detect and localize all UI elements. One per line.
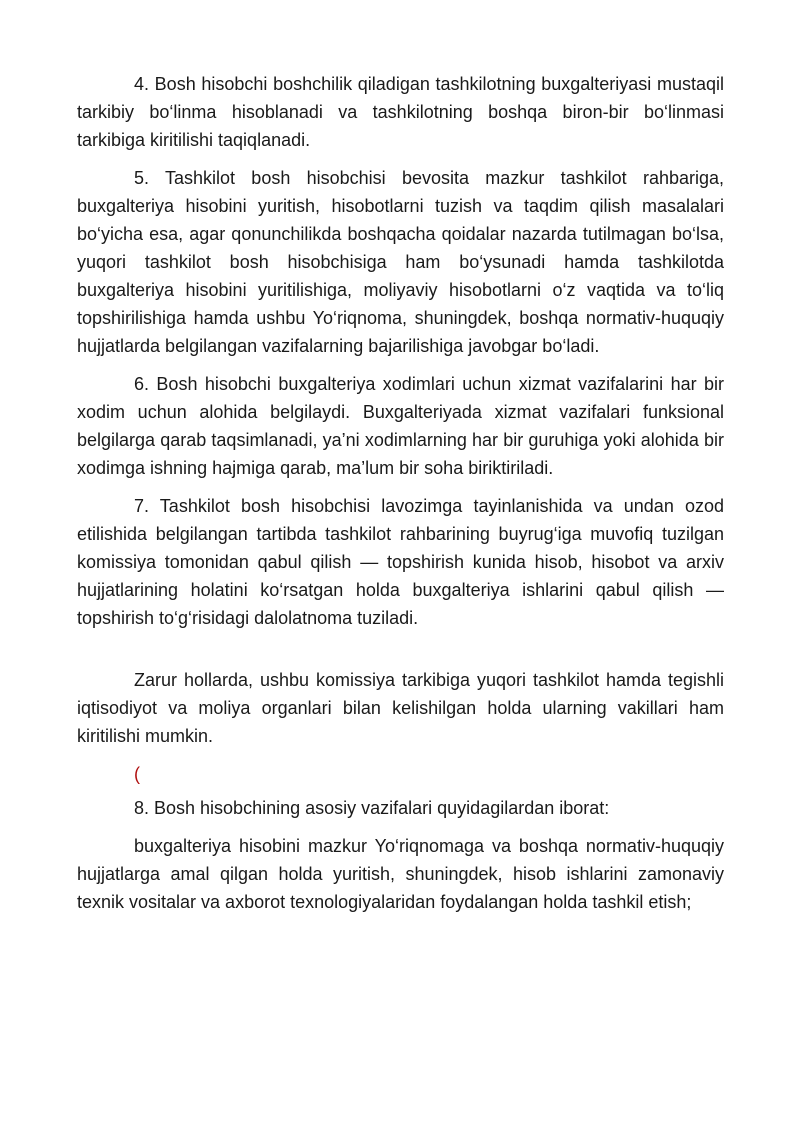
paragraph-5: 5. Tashkilot bosh hisobchisi bevosita mazkur tashkilot rahbariga, buxgalteriya hisobini yuritish, hisobotlarni tuzish va taqdim qilish masalalari bo‘yicha esa, agar qonunchilikda boshqacha qoidalar nazarda tutilmagan bo‘lsa, yuqori tashkilot bosh hisobchisiga ham bo‘ysunadi hamda tashkilotda buxgalteriya hisobini yuritilishiga, moliyaviy hisobotlarni o‘z vaqtida va to‘liq topshirilishiga hamda ushbu Yo‘riqnoma, shuningdek, boshqa normativ-huquqiy hujjatlarda belgilangan vazifalarning bajarilishiga javobgar bo‘ladi.	[77, 168, 724, 356]
stray-parenthesis-mark: (	[134, 764, 140, 784]
paragraph-7: 7. Tashkilot bosh hisobchisi lavozimga tayinlanishida va undan ozod etilishida belgilangan tartibda tashkilot rahbarining buyrug‘iga muvofiq tuzilgan komissiya tomonidan qabul qilish — topshirish kunida hisob, hisobot va arxiv hujjatlarining holatini ko‘rsatgan holda buxgalteriya ishlarini qabul qilish — topshirish to‘g‘risidagi dalolatnoma tuziladi.	[77, 496, 724, 628]
paragraph-8: 8. Bosh hisobchining asosiy vazifalari quyidagilardan iborat:	[134, 798, 610, 818]
paragraph-4: 4. Bosh hisobchi boshchilik qiladigan tashkilotning buxgalteriyasi mustaqil tarkibiy bo‘linma hisoblanadi va tashkilotning boshqa biron-bir bo‘linmasi tarkibiga kiritilishi taqiqlanadi.	[77, 74, 724, 150]
paragraph-6: 6. Bosh hisobchi buxgalteriya xodimlari uchun xizmat vazifalarini har bir xodim uchun alohida belgilaydi. Buxgalteriyada xizmat vazifalari funksional belgilarga qarab taqsimlanadi, ya’ni xodimlarning har bir guruhiga yoki alohida bir xodimga ishning hajmiga qarab, ma’lum bir soha biriktiriladi.	[77, 374, 724, 478]
paragraph-8-item-1: buxgalteriya hisobini mazkur Yo‘riqnomaga va boshqa normativ-huquqiy hujjatlarga amal qilgan holda yuritish, shuningdek, hisob ishlarini zamonaviy texnik vositalar va axborot texnologiyalaridan foydalangan holda tashkil etish;	[77, 836, 724, 912]
paragraph-commission-note: Zarur hollarda, ushbu komissiya tarkibiga yuqori tashkilot hamda tegishli iqtisodiyot va moliya organlari bilan kelishilgan holda ularning vakillari ham kiritilishi mumkin.	[77, 670, 724, 746]
